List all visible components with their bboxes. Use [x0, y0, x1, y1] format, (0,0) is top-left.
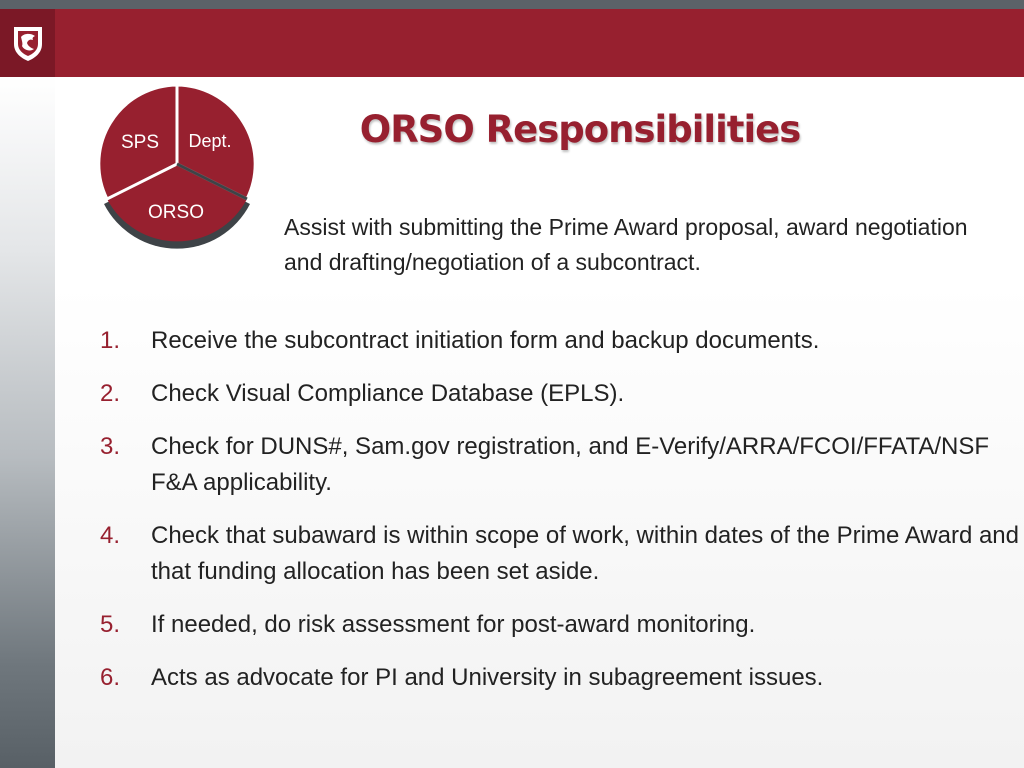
pie-label-orso: ORSO [148, 202, 204, 223]
list-item [100, 429, 1020, 501]
list-item-text: Check for DUNS#, Sam.gov registration, and E-Verify/ARRA/FCOI/FFATA/NSF F&A applicability. [151, 433, 990, 496]
list-item-text: Check that subaward is within scope of work, within dates of the Prime Award and that funding allocation has been set aside. [151, 522, 1019, 585]
list-item [100, 660, 1020, 696]
list-item-number: 5. [100, 611, 121, 638]
responsibility-pie-diagram [92, 80, 262, 255]
top-strip [0, 0, 1024, 9]
list-item-number: 4. [100, 522, 121, 549]
list-item-text: Acts as advocate for PI and University in subagreement issues. [151, 664, 824, 691]
list-item-number: 6. [100, 664, 121, 691]
list-item-text: Check Visual Compliance Database (EPLS). [151, 380, 625, 407]
list-item-number: 1. [100, 327, 121, 354]
list-item [100, 376, 1020, 412]
pie-label-dept: Dept. [188, 131, 232, 151]
list-item [100, 607, 1020, 643]
list-item [100, 518, 1020, 590]
list-item-text: If needed, do risk assessment for post-award monitoring. [151, 611, 756, 638]
list-item-number: 3. [100, 433, 121, 460]
header-bar [0, 9, 1024, 77]
responsibility-list [100, 323, 1020, 713]
cougar-head-shield-icon [11, 24, 45, 62]
slide-title: ORSO Responsibilities [359, 108, 801, 151]
intro-text: Assist with submitting the Prime Award proposal, award negotiation and drafting/negotiation of a subcontract. [284, 214, 968, 275]
list-item-text: Receive the subcontract initiation form and backup documents. [151, 327, 820, 354]
logo [0, 9, 55, 77]
list-item [100, 323, 1020, 359]
left-decorative-band [0, 77, 55, 768]
pie-label-sps: SPS [120, 132, 160, 153]
list-item-number: 2. [100, 380, 121, 407]
